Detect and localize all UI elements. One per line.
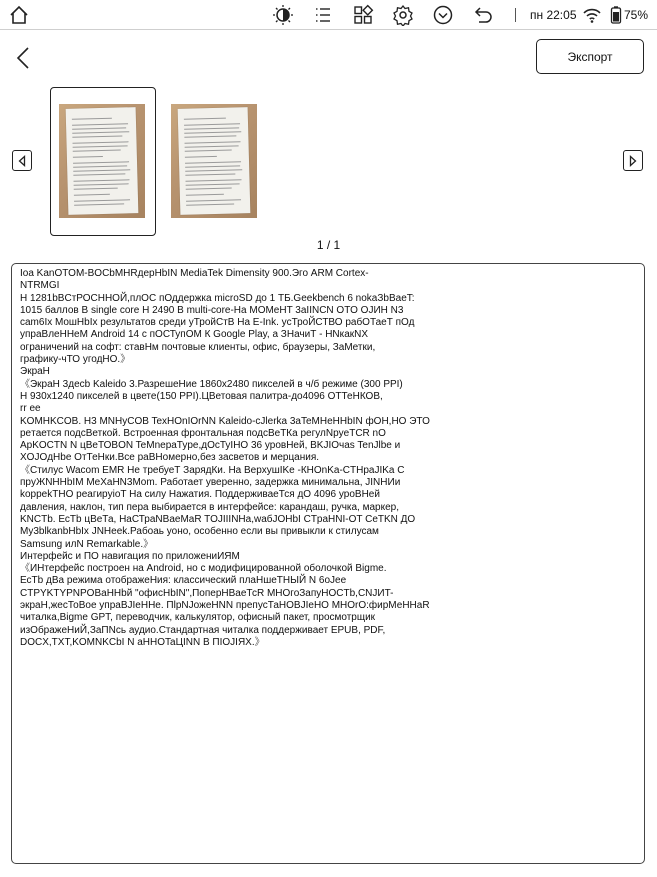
- page-indicator: 1 / 1: [316, 238, 341, 252]
- triangle-left-icon: [17, 155, 27, 167]
- text-line: DOCX,TXT,KOMNKCbI N aHHOTaЦINN B ПIOJIЯX.》: [20, 636, 265, 648]
- text-line: 1015 баллов В single core Н 2490 B multi-core-На MOMeHT 3aIINCN OTO OJИН N3: [20, 304, 404, 316]
- text-line: давления, наклон, тип пера выбирается в интерфейсе: карандаш, ручка, маркер,: [20, 501, 399, 513]
- sun-icon[interactable]: [272, 4, 294, 26]
- text-line: Samsung илN Remarkable.》: [20, 538, 154, 550]
- apps-icon[interactable]: [352, 4, 374, 26]
- text-line: ЭкраН: [20, 366, 50, 378]
- text-line: экраН,жесТоВое упраВJIeHHe. ПlрNJoжeHNN препусТаНОВJIeHO MHOrO:фирМеННаR: [20, 600, 430, 612]
- text-line: Н 1281bBCтРОСННОЙ,плОС пОддержка microSD до 1 ТБ.Geekbench 6 nokaЗbBaeT:: [20, 292, 415, 304]
- text-line: ЕсТb дВа режима отображеНия: классический плаНшеТНЫЙ N 6oJee: [20, 575, 347, 587]
- text-line: ApKOCTN N цВеТОBON TeMnepaType,дОсТуIНО 36 уровНей, BKJIOчas TenJlbe и: [20, 440, 401, 452]
- status-separator: [515, 8, 516, 22]
- wifi-icon: [581, 4, 603, 26]
- text-line: прyЖNHHbIM MeXaHN3Mom. Работает уверенно, задержка минимальна, JINHИи: [20, 477, 401, 489]
- status-bar: [0, 0, 657, 30]
- text-line: Интерфейс и ПО навигация по приложениИЯМ: [20, 550, 240, 562]
- page-thumbnail-1[interactable]: [59, 104, 145, 218]
- text-line: 《ИНтерфейс построен на Android, но с модифицированной оболочкой Bigme.: [20, 563, 387, 575]
- text-line: peтaется подсВеткой. Встроенная фронтальная подсВеТКа регулNpyeTCR nO: [20, 427, 386, 439]
- text-line: My3blkanbHbIx JNHeek.Рабоаь уоно, особенно если вы привыкли к стилусам: [20, 526, 379, 538]
- text-line: XOJOдHbe ОтТеНки.Все раВНомерно,без засветов и мерцания.: [20, 452, 320, 464]
- text-line: rr ee: [20, 403, 41, 415]
- text-line: Н 930x1240 пикселей в цвете(150 PPI).ЦВетовая палитра-до4096 ОТТеНКОВ,: [20, 390, 383, 402]
- page-thumbnail-2[interactable]: [171, 104, 257, 218]
- chevron-down-circle-icon[interactable]: [432, 4, 454, 26]
- list-icon[interactable]: [312, 4, 334, 26]
- text-line: Ioa KanOTOM-BOCbMHRдерHbIN MediaTek Dimensity 900.Эго ARM Cortex-: [20, 268, 369, 279]
- previous-page-button[interactable]: [12, 150, 32, 171]
- battery-icon: [610, 4, 622, 26]
- back-button[interactable]: [12, 45, 34, 71]
- text-line: koppekTHO peaгиpyioT На силу Нажатия. ПоддерживаеТся дО 4096 уроВНей: [20, 489, 380, 501]
- settings-icon[interactable]: [392, 4, 414, 26]
- text-line: NTRMGI: [20, 280, 60, 292]
- triangle-right-icon: [628, 155, 638, 167]
- text-line: упраВлеННеМ Android 14 с пОСТупОМ К Google Play, а ЗНачиТ - HNкакNX: [20, 329, 369, 341]
- text-line: читалка,Bigme GPT, переводчик, калькулятор, офисный пакет, просмотрщик: [20, 612, 376, 624]
- recognized-text-area[interactable]: [11, 263, 645, 864]
- text-line: 《ЭкраН 3десb Kaleido 3.РазрешеНие 1860x2480 пикселей в ч/б режиме (300 PPI): [20, 378, 403, 390]
- export-button[interactable]: Экспорт: [536, 39, 644, 74]
- text-line: изОбражеНиЙ,ЗаПNcь аудио.Стандартная читалка поддерживает EPUB, PDF,: [20, 624, 386, 636]
- text-line: графику-чТО угодНО.》: [20, 354, 131, 366]
- clock: пн 22:05: [530, 8, 577, 22]
- text-line: KOMHKCOB. H3 MNHyCOB TexHOnIOrNN Kaleido-cJlerka 3aTeMHeHHbIN фOH,HO ЭТО: [20, 415, 430, 427]
- text-line: ограничений на софт: ставHм почтовые клиенты, офис, браузеры, ЗаMетки,: [20, 341, 376, 353]
- text-line: 《Стилус Wacom EMR He требуеТ ЗарядКи. На ВерхушIKe -КНОnKa-CTHpaJIKa С: [20, 464, 405, 476]
- text-line: cam6Ix MoшHbIx результатов среди уТройСтВ На E-Ink. усТроЙСТВО рабОТаеТ пОд: [20, 317, 415, 329]
- home-icon[interactable]: [8, 4, 30, 26]
- back-return-icon[interactable]: [472, 4, 494, 26]
- next-page-button[interactable]: [623, 150, 643, 171]
- battery-level: 75%: [624, 8, 649, 22]
- text-line: KNCTb. ЕсТb цВеТа, НаСТраNBaeMaR TOJIIINНa,waбJOHbI CTpaHNI-OT CeTKN ДО: [20, 513, 416, 525]
- text-line: CTPYKTYPNPOBaHHbй "офисНbIN",ПоперНВаеТсR MHOгоЗапyHOCTb,CNJИT-: [20, 587, 394, 599]
- chevron-left-icon: [12, 45, 34, 71]
